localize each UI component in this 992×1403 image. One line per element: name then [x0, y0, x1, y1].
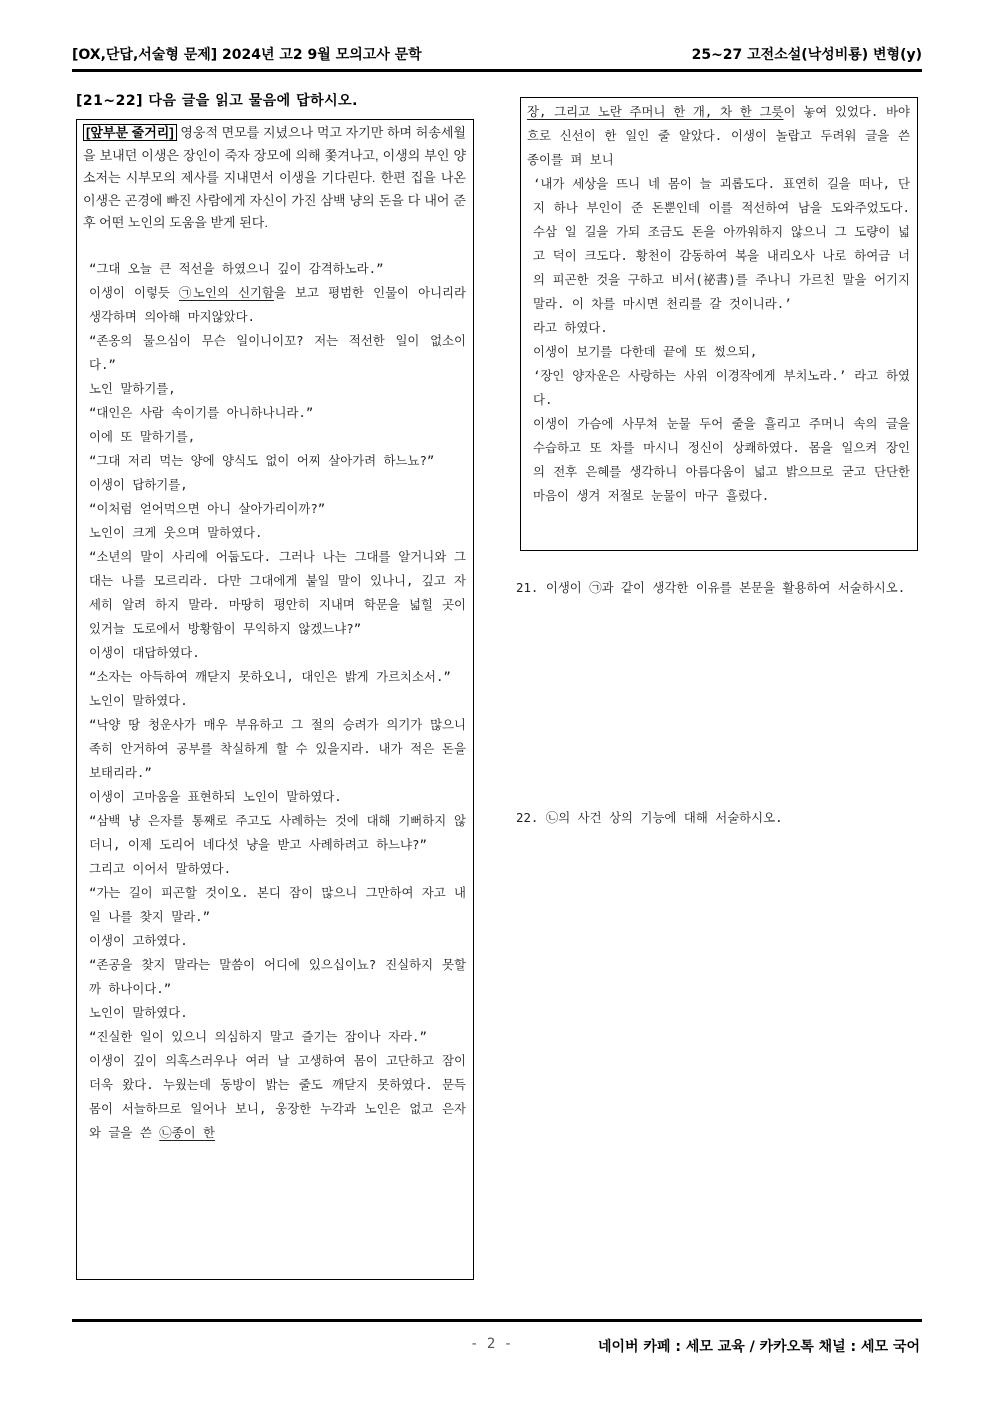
passage-paragraph: “가는 길이 피곤할 것이오. 본디 잠이 많으니 그만하여 자고 내일 나를 찾지 말라.”	[89, 884, 466, 924]
passage-paragraph: “낙양 땅 청운사가 매우 부유하고 그 절의 승려가 의기가 많으니 족히 안거하여 공부를 착실하게 할 수 있을지라. 내가 적은 돈을 보태리라.”	[89, 716, 466, 780]
passage-paragraph: “그대 오늘 큰 적선을 하였으니 깊이 감격하노라.”	[89, 260, 384, 276]
question-21	[516, 576, 920, 600]
passage-paragraph: 라고 하였다.	[533, 320, 608, 335]
passage-paragraph: 이생이 대답하였다.	[89, 644, 200, 660]
summary-text: 영웅적 면모를 지녔으나 먹고 자기만 하며 허송세월을 보내던 이생은 장인이 죽자 장모에 의해 쫓겨나고, 이생의 부인 양 소저는 시부모의 제사를 지내면서 이생을 기다린다. 한편 집을 나온 이생은 곤경에 빠진 사람에게 자신이 가진 삼백 냥의 돈을 다 내어 준 후 어떤 노인의 도움을 받게 된다.	[83, 125, 466, 230]
summary-label: [앞부분 줄거리]	[83, 124, 177, 141]
passage-paragraph: 노인이 크게 웃으며 말하였다.	[89, 524, 263, 540]
header-title: [OX,단답,서술형 문제] 2024년 고2 9월 모의고사 문학	[72, 47, 422, 63]
passage-paragraph: 이생이 가슴에 사무쳐 눈물 두어 줄을 흘리고 주머니 속의 글을 수습하고 또 차를 마시니 정신이 상쾌하였다. 몸을 일으켜 장인의 전후 은혜를 생각하니 아름다움이 넓고 밝으므로 굳고 단단한 마음이 생겨 저절로 눈물이 마구 흘렀다.	[533, 416, 910, 503]
passage-paragraph: “소자는 아득하여 깨닫지 못하오니, 대인은 밝게 가르치소서.”	[89, 668, 451, 684]
passage-paragraph: 노인이 말하였다.	[89, 1004, 188, 1020]
passage-paragraph: “존옹의 물으심이 무슨 일이니이꼬? 저는 적선한 일이 없소이다.”	[89, 332, 466, 372]
passage-paragraph: “이처럼 얻어먹으면 아니 살아가리이까?”	[89, 500, 326, 516]
passage-paragraph: ‘내가 세상을 뜨니 네 몸이 늘 괴롭도다. 표연히 길을 떠나, 단지 하나 부인이 준 돈뿐인데 이를 적선하여 남을 도와주었도다. 수삼 일 길을 가되 조금도 돈을 아까워하지 않으니 그 도량이 넓고 덕이 크도다. 황천이 감동하여 복을 내리오사 나로 하여금 너의 피곤한 것을 구하고 비서(祕書)를 주나니 가르친 말을 어기지 말라. 이 차를 마시면 천리를 갈 것이니라.’	[533, 176, 910, 311]
passage-paragraph: “삼백 냥 은자를 통째로 주고도 사례하는 것에 대해 기뻐하지 않더니, 이제 도리어 네다섯 냥을 받고 사례하려고 하느냐?”	[89, 812, 466, 852]
header-subtitle: 25~27 고전소설(낙성비룡) 변형(y)	[691, 47, 922, 63]
passage-paragraph: “소년의 말이 사리에 어둡도다. 그러나 나는 그대를 알거니와 그대는 나를 모르리라. 다만 그대에게 붙일 말이 있나니, 깊고 자세히 알려 하지 말라. 마땅히 평안히 지내며 학문을 넓힐 곳이 있거늘 도로에서 방황함이 무익하지 않겠느냐?”	[89, 548, 466, 636]
passage-paragraph: “그대 저리 먹는 양에 양식도 없이 어찌 살아가려 하느뇨?”	[89, 452, 435, 468]
passage-box-left	[76, 119, 474, 1280]
passage-paragraph: 노인 말하기를,	[89, 380, 176, 396]
page-header	[72, 44, 922, 66]
question-set-heading: [21~22] 다음 글을 읽고 물음에 답하시오.	[76, 93, 358, 109]
page-number: - 2 -	[470, 1336, 513, 1352]
footer-rule	[72, 1319, 922, 1322]
summary-paragraph	[83, 122, 466, 235]
footer-brand: 네이버 카페 : 세모 교육 / 카카오톡 채널 : 세모 국어	[597, 1339, 920, 1355]
question-22-text: 22. ㉡의 사건 상의 기능에 대해 서술하시오.	[516, 810, 783, 825]
passage-paragraph: 이생이 이렇듯 ㉠노인의 신기함을 보고 평범한 인물이 아니리라 생각하며 의아해 마지않았다.	[89, 284, 466, 324]
question-22	[516, 806, 920, 830]
passage-paragraph: 이생이 고하였다.	[89, 932, 188, 948]
passage-box-right	[520, 97, 918, 551]
passage-paragraph: 장, 그리고 노란 주머니 한 개, 차 한 그릇이 놓여 있었다. 바야흐로 신선이 한 일인 줄 알았다. 이생이 놀랍고 두려워 글을 쓴 종이를 펴 보니	[527, 104, 910, 167]
passage-paragraph: “진실한 일이 있으니 의심하지 말고 즐기는 잠이나 자라.”	[89, 1028, 427, 1044]
passage-paragraph: 노인이 말하였다.	[89, 692, 188, 708]
passage-paragraph: 이생이 깊이 의혹스러우나 여러 날 고생하여 몸이 고단하고 잠이 더욱 왔다. 누웠는데 동방이 밝는 줄도 깨닫지 못하였다. 문득 몸이 서늘하므로 일어나 보니, 웅장한 누각과 노인은 없고 은자와 글을 쓴 ㉡종이 한	[89, 1052, 466, 1140]
passage-paragraph: “존공을 찾지 말라는 말씀이 어디에 있으십이뇨? 진실하지 못할까 하나이다.”	[89, 956, 466, 996]
passage-paragraph: ‘장인 양자운은 사랑하는 사위 이경작에게 부치노라.’ 라고 하였다.	[533, 368, 910, 407]
header-rule	[72, 69, 922, 72]
passage-paragraph: 이생이 보기를 다한데 끝에 또 썼으되,	[533, 344, 758, 359]
question-21-text: 21. 이생이 ㉠과 같이 생각한 이유를 본문을 활용하여 서술하시오.	[516, 580, 906, 595]
passage-paragraph: 이생이 답하기를,	[89, 476, 188, 492]
marker-b-underline: ㉡종이 한	[159, 1124, 216, 1140]
passage-paragraph: 이에 또 말하기를,	[89, 428, 196, 444]
passage-paragraph: “대인은 사람 속이기를 아니하나니라.”	[89, 404, 314, 420]
marker-a-underline: ㉠노인의 신기함	[179, 284, 274, 300]
passage-paragraph: 이생이 고마움을 표현하되 노인이 말하였다.	[89, 788, 342, 804]
marker-b-continued-underline: 장, 그리고 노란 주머니 한 개, 차 한 그릇	[527, 104, 784, 119]
passage-paragraph: 그리고 이어서 말하였다.	[89, 860, 232, 876]
